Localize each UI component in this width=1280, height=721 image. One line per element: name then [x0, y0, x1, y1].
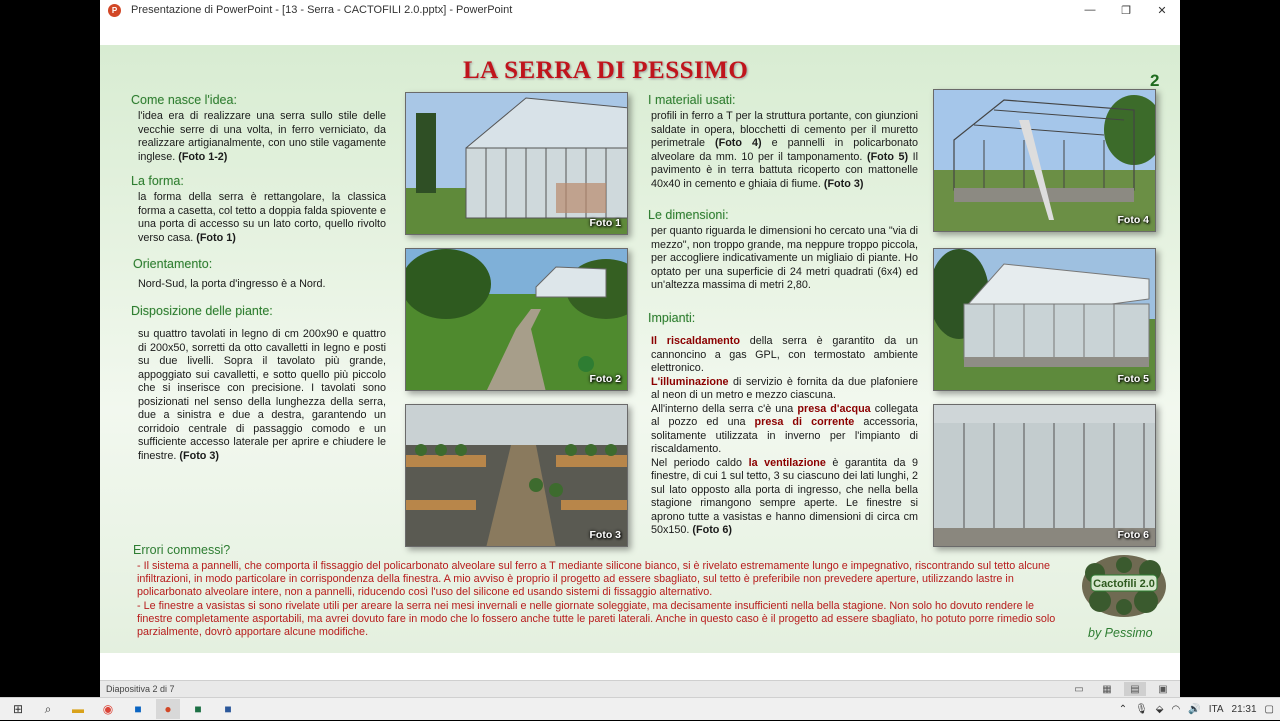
- photo-1: [405, 92, 628, 235]
- heading-disposizione: Disposizione delle piante:: [131, 304, 273, 318]
- close-icon[interactable]: ✕: [1157, 4, 1167, 17]
- photo-2: [405, 248, 628, 391]
- heading-dimensioni: Le dimensioni:: [648, 208, 729, 222]
- photo-label: Foto 1: [589, 217, 621, 229]
- slide-counter: Diapositiva 2 di 7: [106, 684, 175, 694]
- slide-number: 2: [1150, 71, 1160, 90]
- dropbox-icon[interactable]: ⬙: [1155, 704, 1164, 715]
- photo-3: [405, 404, 628, 547]
- text-dimensioni: per quanto riguarda le dimensioni ho cercato una "via di mezzo", non troppo grande, ma neppure troppo piccola, per accogliere indicativamente un migliaio di piante. Ho optato per una superficie di 24 metri quadrati (6x4) ed un'altezza massima di metri 2,80.: [651, 225, 918, 291]
- word-icon[interactable]: ■: [224, 702, 232, 716]
- text-orientamento: Nord-Sud, la porta d'ingresso è a Nord.: [138, 278, 326, 290]
- chrome-icon[interactable]: ◉: [102, 702, 114, 716]
- slide-title: LA SERRA DI PESSIMO: [463, 57, 749, 84]
- slide[interactable]: [100, 45, 1180, 653]
- heading-materiali: I materiali usati:: [648, 93, 736, 107]
- errori-paragraph-2: - Le finestre a vasistas si sono rivelate utili per areare la serra nei mesi invernali e nelle giornate soleggiate, ma decisamente insufficienti nella bella stagione. Non solo ho dovuto rendere le finestre completamente asportabili, ma avrei dovuto fare in modo che lo fossero anche tutte le pareti laterali. Anche in questo caso è il progetto ad essere sbagliato, ho potuto porre rimedio solo parzialmente, dovrò apportare alcune modifiche.: [137, 599, 1056, 639]
- tray-chevron-icon[interactable]: ⌃: [1118, 704, 1128, 715]
- photo-label: Foto 5: [1117, 373, 1149, 385]
- restore-icon[interactable]: ❐: [1121, 4, 1131, 17]
- powerpoint-icon[interactable]: ●: [156, 699, 180, 719]
- photo-label: Foto 3: [589, 529, 621, 541]
- input-language[interactable]: ITA: [1208, 704, 1224, 715]
- photo-label: Foto 2: [589, 373, 621, 385]
- status-bar: [100, 680, 1180, 697]
- outlook-icon[interactable]: ■: [134, 702, 142, 716]
- title-bar: [100, 0, 1180, 20]
- slideshow-icon[interactable]: ▣: [1158, 683, 1168, 695]
- slide-stage: [100, 20, 1180, 680]
- heading-impianti: Impianti:: [648, 311, 696, 325]
- minimize-icon[interactable]: —: [1084, 4, 1096, 16]
- clock[interactable]: 21:31: [1231, 704, 1257, 715]
- text-materiali: profili in ferro a T per la struttura portante, con giunzioni saldate in opera, blocchetti di cemento per il muretto perimetrale (Foto 4) e pannelli in policarbonato alveolare da mm. 10 per il tamponamento. (Foto 5) Il pavimento è in terra battuta ricoperto con mattonelle 40x40 in cemento e ghiaia di fiume. (Foto 3): [651, 110, 919, 190]
- window-title: Presentazione di PowerPoint - [13 - Serra - CACTOFILI 2.0.pptx] - PowerPoint: [131, 4, 513, 16]
- heading-errori: Errori commessi?: [133, 543, 231, 557]
- excel-icon[interactable]: ■: [194, 702, 202, 716]
- cactofili-logo: [1080, 553, 1168, 619]
- byline: by Pessimo: [1088, 626, 1153, 640]
- text-errori: [137, 560, 1065, 639]
- heading-orientamento: Orientamento:: [133, 257, 213, 271]
- windows-taskbar: [0, 697, 1280, 720]
- powerpoint-window: [100, 0, 1180, 697]
- heading-forma: La forma:: [131, 174, 184, 188]
- heading-idea: Come nasce l'idea:: [131, 93, 237, 107]
- network-icon[interactable]: ◠: [1171, 704, 1181, 715]
- file-explorer-icon[interactable]: ▬: [72, 702, 84, 716]
- text-impianti: Il riscaldamento della serra è garantito da un cannoncino a gas GPL, con termostato ambiente elettronico. L'illuminazione di servizio è fornita da due plafoniere al neon di un metro e mezzo ciascuna. All'interno della serra c'è una presa d'acqua collegata al pozzo ed una presa di corrente accessoria, solitamente utilizzata in inverno per l'impianto di riscaldamento. Nel periodo caldo la ventilazione è garantita da 9 finestre, di cui 1 sul tetto, 3 su ciascuno dei lati lunghi, 2 sul lato opposto alla porta di ingresso, che nella bella stagione rimangono sempre aperte. Le finestre si aprono tutte a vasistas e hanno dimensioni di circa cm 50x150. (Foto 6): [651, 335, 919, 536]
- powerpoint-icon[interactable]: P: [108, 4, 121, 17]
- windows-start-icon[interactable]: ⊞: [12, 702, 24, 716]
- microphone-icon[interactable]: 🎙: [1135, 704, 1148, 715]
- reading-view-icon[interactable]: ▤: [1124, 682, 1146, 696]
- photo-label: Foto 6: [1117, 529, 1149, 541]
- system-tray: [1119, 698, 1274, 721]
- notifications-icon[interactable]: ▢: [1264, 704, 1274, 715]
- slide-sorter-icon[interactable]: ▦: [1102, 683, 1112, 695]
- photo-6: [933, 404, 1156, 547]
- text-disposizione: su quattro tavolati in legno di cm 200x90 e quattro di 200x50, sorretti da otto cavalletti in legno e posti su due livelli. Sopra il tavolato più grande, appoggiato sui cavalletti, e sotto quello più piccolo che si inserisce con precisione. I tavolati sono posizionati nel senso della lunghezza della serra, due a sinistra e due a destra, garantendo un corridoio centrale di passaggio comodo e un sufficiente accesso laterale per aprire e chiudere le finestre. (Foto 3): [138, 328, 386, 462]
- text-forma: la forma della serra è rettangolare, la classica forma a casetta, col tetto a doppia falda spiovente e una porta di accesso su un lato corto, quello rivolto verso casa. (Foto 1): [138, 191, 386, 244]
- normal-view-icon[interactable]: ▭: [1074, 683, 1084, 695]
- photo-label: Foto 4: [1117, 214, 1149, 226]
- text-idea: l'idea era di realizzare una serra sullo stile delle vecchie serre di una volta, in ferro verniciato, da realizzare artigianalmente, con uno stile vagamente inglese. (Foto 1-2): [138, 110, 386, 163]
- errori-paragraph-1: - Il sistema a pannelli, che comporta il fissaggio del policarbonato alveolare sul ferro a T mediante silicone bianco, si è rivelato estremamente lungo e impegnativo, riscontrando sul tetto alcune infiltrazioni, in modo particolare in corrispondenza della finestra. A mio avviso è proprio il progetto ad essere sbagliato, sul tetto è preferibile non prevedere aperture, utilizzando lastre in policarbonato alveolare intere, non a pannelli, riducendo così l'uso del silicone ed usando sistemi di fissaggio alternativo.: [137, 560, 1051, 599]
- search-icon[interactable]: ⌕: [44, 701, 52, 716]
- photo-4: [933, 89, 1156, 232]
- photo-5: [933, 248, 1156, 391]
- volume-icon[interactable]: 🔊: [1188, 704, 1201, 715]
- logo-text: Cactofili 2.0: [1093, 578, 1155, 590]
